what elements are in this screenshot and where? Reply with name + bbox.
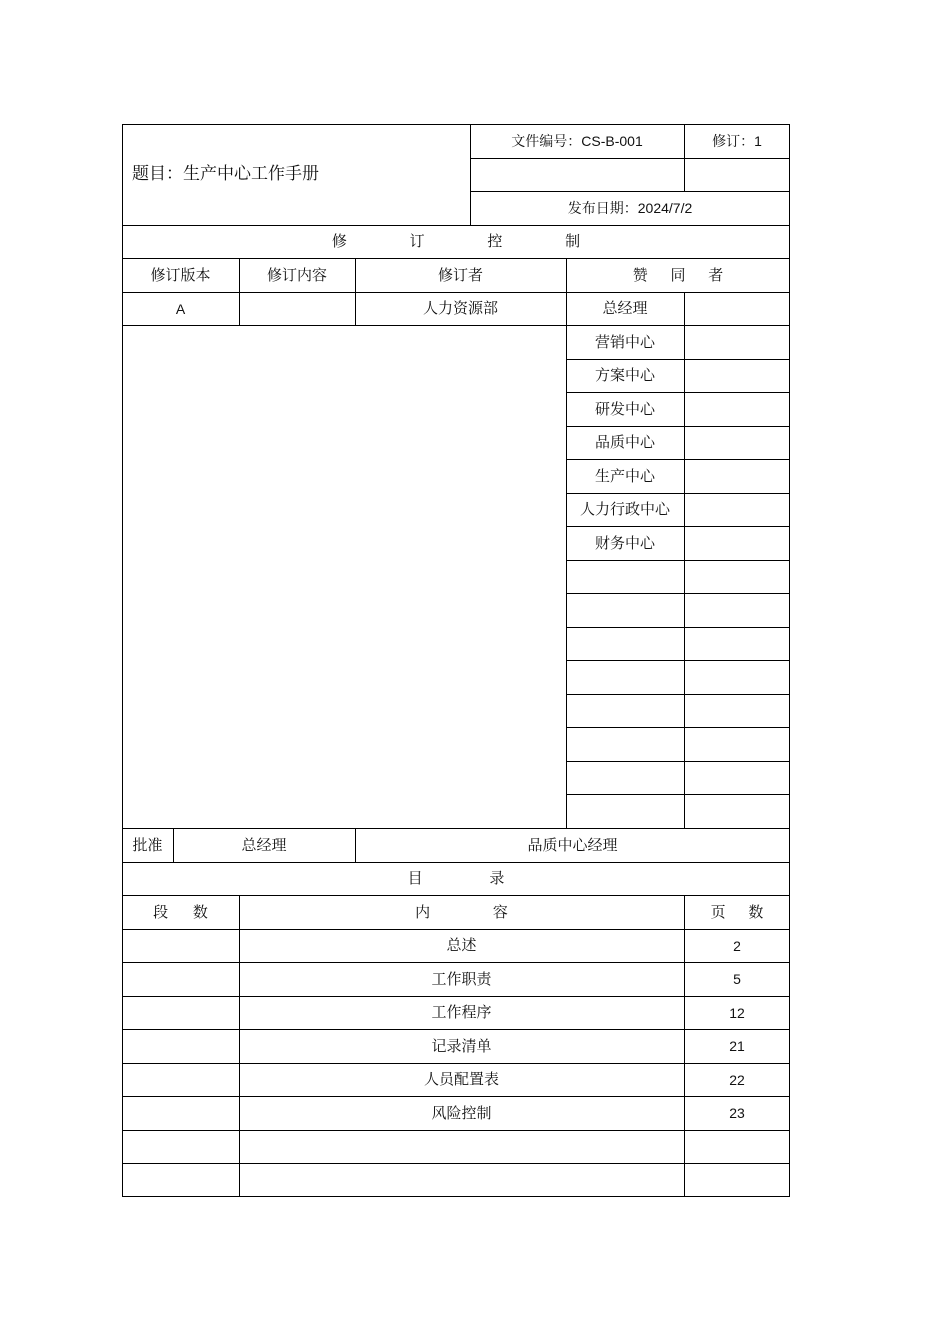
toc-col-content bbox=[239, 895, 684, 929]
toc-row-content[interactable]: 工作程序 bbox=[431, 1003, 492, 1021]
doc-number: 文件编号：CS-B-001 bbox=[511, 133, 643, 149]
row-divider bbox=[566, 761, 790, 762]
toc-row-content bbox=[239, 1163, 684, 1196]
toc-row-section bbox=[122, 1130, 239, 1163]
toc-row-content[interactable]: 风险控制 bbox=[431, 1103, 492, 1122]
toc-row-page bbox=[684, 1130, 790, 1163]
toc-row-page: 12 bbox=[729, 1004, 745, 1021]
toc-row-page: 2 bbox=[733, 937, 741, 954]
col-header-approvers-text: 赞 同 者 bbox=[632, 265, 724, 284]
toc-row-page bbox=[684, 1163, 790, 1196]
toc-row-content[interactable]: 总述 bbox=[446, 936, 477, 954]
row-divider bbox=[566, 560, 790, 561]
toc-row-page: 21 bbox=[729, 1038, 745, 1054]
revision-control-heading-text: 修 订 控 制 bbox=[331, 232, 581, 250]
row-divider bbox=[566, 694, 790, 695]
row-divider bbox=[566, 727, 790, 728]
revision-control-heading bbox=[122, 225, 790, 258]
header-divider bbox=[470, 158, 790, 159]
toc-row-page: 5 bbox=[733, 971, 741, 987]
toc-col-content-text: 内 容 bbox=[415, 902, 508, 921]
col-header-version: 修订版本 bbox=[150, 265, 211, 284]
row-divider bbox=[566, 627, 790, 628]
revision-version-value: A bbox=[175, 300, 186, 317]
col-header-content: 修订内容 bbox=[266, 265, 327, 284]
publish-date: 发布日期：2024/7/2 bbox=[567, 200, 693, 216]
approver-item: 财务中心 bbox=[594, 533, 655, 552]
approver-item: 方案中心 bbox=[594, 366, 655, 384]
approver-item: 人力行政中心 bbox=[579, 500, 670, 518]
toc-row-section bbox=[122, 1163, 239, 1196]
approver-item: 营销中心 bbox=[594, 332, 655, 351]
row-divider bbox=[566, 593, 790, 594]
row-divider bbox=[122, 325, 567, 326]
approval-quality-manager: 品质中心经理 bbox=[527, 835, 618, 854]
toc-col-page-text: 页 数 bbox=[710, 902, 764, 921]
toc-row-section bbox=[122, 1063, 239, 1096]
document-title: 题目：生产中心工作手册 bbox=[132, 164, 319, 184]
col-header-reviser: 修订者 bbox=[437, 265, 483, 284]
toc-row-content[interactable]: 记录清单 bbox=[431, 1036, 492, 1055]
toc-row-section bbox=[122, 962, 239, 996]
approver-item: 品质中心 bbox=[594, 433, 655, 451]
toc-row-section bbox=[122, 1096, 239, 1130]
approval-label: 批准 bbox=[132, 835, 163, 854]
toc-col-section bbox=[122, 895, 239, 929]
row-divider bbox=[566, 660, 790, 661]
toc-heading bbox=[122, 862, 790, 895]
revision-reviser-value: 人力资源部 bbox=[422, 299, 498, 317]
approver-item: 总经理 bbox=[602, 299, 648, 317]
approval-general-manager: 总经理 bbox=[241, 835, 287, 854]
toc-col-page bbox=[684, 895, 790, 929]
row-divider bbox=[566, 794, 790, 795]
revision-content-value bbox=[239, 292, 355, 325]
toc-row-content[interactable]: 工作职责 bbox=[431, 969, 492, 988]
toc-col-section-text: 段 数 bbox=[153, 902, 208, 921]
toc-row-section bbox=[122, 929, 239, 962]
toc-row-page: 22 bbox=[729, 1071, 745, 1088]
toc-row-section bbox=[122, 1029, 239, 1063]
toc-row-content bbox=[239, 1130, 684, 1163]
approver-item: 研发中心 bbox=[594, 399, 655, 418]
toc-heading-text: 目 录 bbox=[407, 869, 505, 887]
col-header-approvers bbox=[566, 258, 790, 292]
revision-number: 修订：1 bbox=[712, 133, 762, 149]
approver-item: 生产中心 bbox=[594, 466, 655, 485]
toc-row-section bbox=[122, 996, 239, 1029]
table-border-bottom bbox=[122, 1196, 790, 1197]
toc-row-page: 23 bbox=[729, 1105, 745, 1121]
toc-row-content[interactable]: 人员配置表 bbox=[423, 1070, 499, 1088]
